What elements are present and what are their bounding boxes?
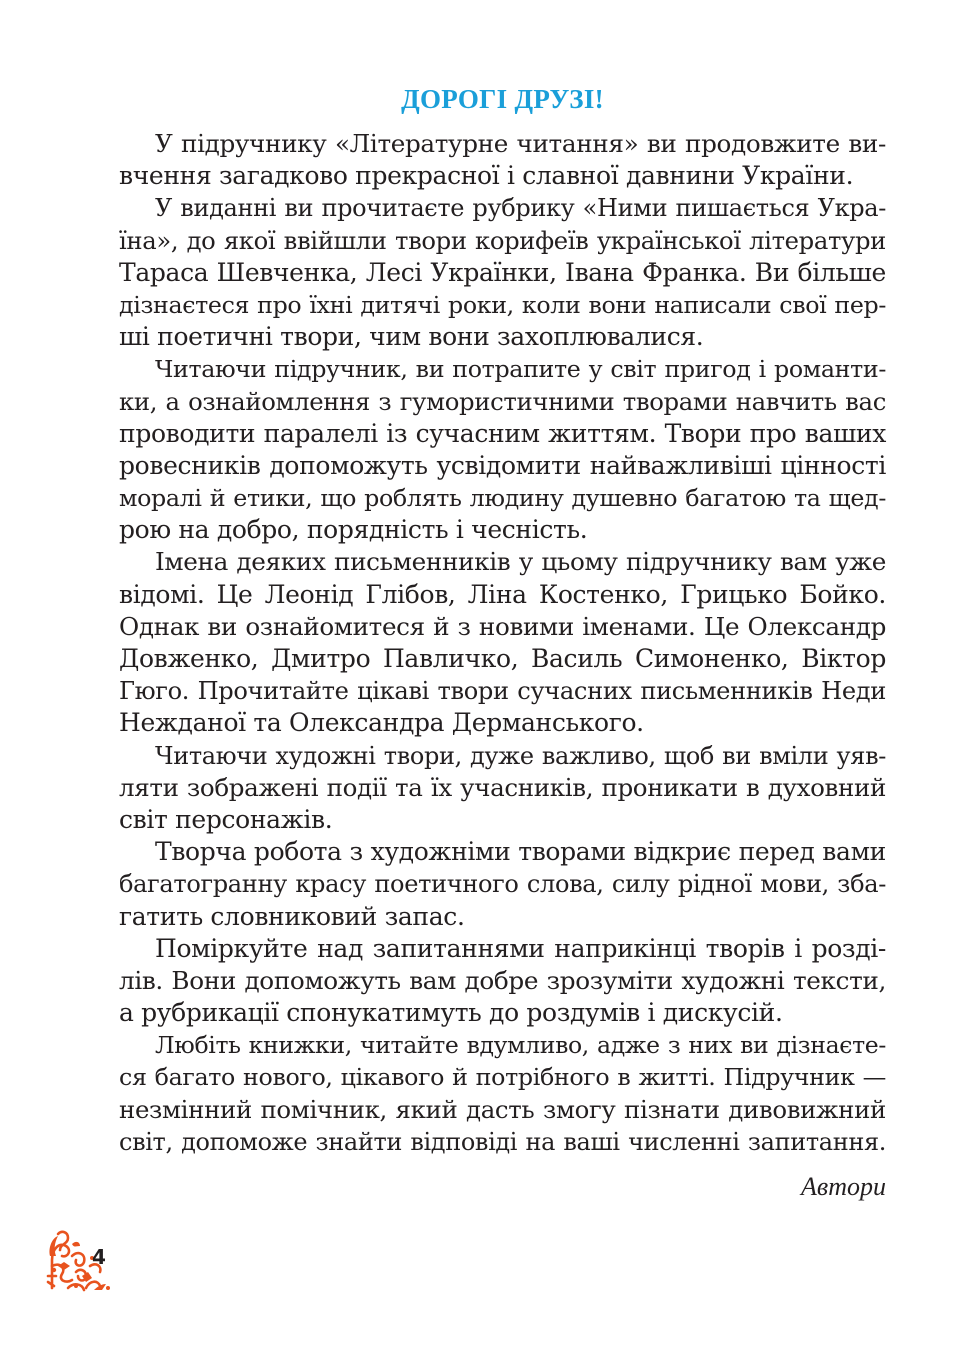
text-line: Довженко, Дмитро Павличко, Василь Симоненко, Віктор: [119, 644, 886, 673]
text-line: Творча робота з художніми творами відкриє перед вами: [155, 837, 886, 867]
text-line: проводити паралелі із сучасним життям. Твори про ваших: [119, 418, 886, 448]
text-line: Читаючи художні твори, дуже важливо, щоб ви вміли уяв-: [155, 741, 886, 770]
text-line: лів. Вони допоможуть вам добре зрозуміти художні тексти,: [119, 965, 886, 995]
body-text: [119, 128, 886, 1158]
page-number: 4: [92, 1245, 106, 1269]
text-line: У виданні ви прочитаєте рубрику «Ними пишається Укра-: [155, 194, 886, 223]
text-line: ся багато нового, цікавого й потрібного в житті. Підручник —: [119, 1063, 886, 1092]
text-line: вчення загадково прекрасної і славної давнини України.: [119, 161, 854, 191]
text-line: Імена деяких письменників у цьому підручнику вам уже: [155, 547, 886, 577]
text-line: Любіть книжки, читайте вдумливо, адже з них ви дізнаєте-: [155, 1031, 886, 1060]
page: [119, 0, 886, 1360]
text-line: ляти зображені події та їх учасників, проникати в духовний: [119, 772, 886, 802]
signature-authors: Автори: [801, 1172, 886, 1201]
text-line: їна», до якої ввійшли твори корифеїв української літератури: [119, 225, 886, 255]
text-line: світ, допоможе знайти відповіді на ваші численні запитання.: [119, 1127, 886, 1156]
text-line: моралі й етики, що роблять людину душевно багатою та щед-: [119, 484, 886, 513]
text-line: Нежданої та Олександра Дерманського.: [119, 708, 644, 738]
text-line: ки, а ознайомлення з гумористичними творами навчить вас: [119, 386, 886, 416]
text-line: У підручнику «Літературне читання» ви продовжите ви-: [155, 129, 886, 158]
text-line: Поміркуйте над запитаннями наприкінці творів і розді-: [155, 933, 886, 963]
text-line: світ персонажів.: [119, 804, 333, 834]
text-line: а рубрикації спонукатимуть до роздумів і дискусій.: [119, 998, 783, 1028]
text-line: гатить словниковий запас.: [119, 901, 465, 931]
text-line: відомі. Це Леонід Глібов, Ліна Костенко, Грицько Бойко.: [119, 579, 886, 609]
text-line: рою на добро, порядність і чесність.: [119, 515, 588, 545]
page-title: ДОРОГІ ДРУЗІ!: [401, 84, 604, 114]
text-line: ровесників допоможуть усвідомити найважливіші цінності: [119, 450, 886, 480]
text-line: багатогранну красу поетичного слова, силу рідної мови, зба-: [119, 870, 886, 899]
text-line: Тараса Шевченка, Лесі Українки, Івана Франка. Ви більше: [119, 257, 886, 287]
text-line: дізнаєтеся про їхні дитячі роки, коли вони написали свої пер-: [119, 290, 886, 319]
text-line: Однак ви ознайомитеся й з новими іменами. Це Олександр: [119, 611, 886, 641]
text-line: незмінний помічник, який дасть змогу пізнати дивовижний: [119, 1094, 886, 1124]
text-line: Гюго. Прочитайте цікаві твори сучасних письменників Неди: [119, 677, 886, 706]
text-line: Читаючи підручник, ви потрапите у світ пригод і романти-: [155, 355, 886, 384]
text-line: ші поетичні твори, чим вони захоплювалися.: [119, 322, 704, 352]
